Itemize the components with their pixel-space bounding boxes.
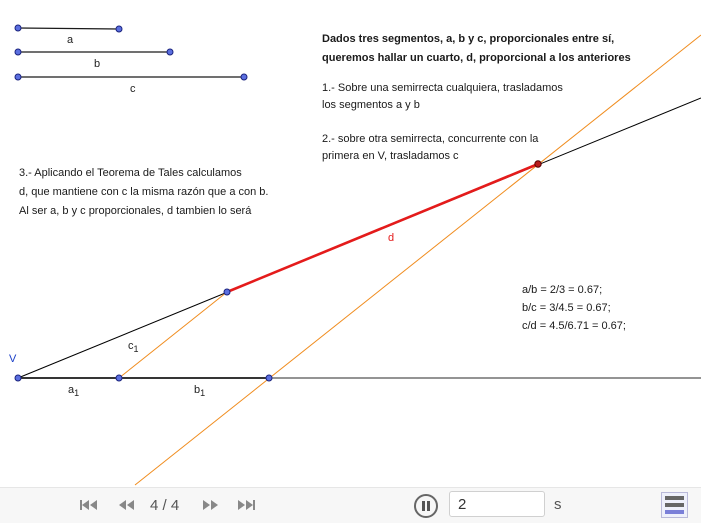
step-1-text bbox=[322, 80, 563, 114]
point-a-end[interactable] bbox=[116, 26, 122, 32]
step-3-line-1: 3.- Aplicando el Teorema de Tales calculamos bbox=[19, 167, 242, 179]
point-a1-end[interactable] bbox=[116, 375, 122, 381]
ratio-ab: a/b = 2/3 = 0.67; bbox=[522, 284, 603, 296]
skip-to-last-icon[interactable] bbox=[236, 496, 256, 514]
point-b-end[interactable] bbox=[167, 49, 173, 55]
label-c1-sub: 1 bbox=[133, 344, 139, 355]
ratios-block bbox=[522, 281, 626, 335]
step-1-line-2: los segmentos a y b bbox=[322, 99, 420, 111]
skip-to-first-icon[interactable] bbox=[79, 496, 99, 514]
label-a1 bbox=[68, 384, 79, 398]
heading-line-2: queremos hallar un cuarto, d, proporcional a los anteriores bbox=[322, 52, 631, 64]
label-b: b bbox=[94, 58, 101, 70]
step-3-line-2: d, que mantiene con c la misma razón que a con b. bbox=[19, 186, 269, 198]
point-b-start[interactable] bbox=[15, 49, 21, 55]
label-a1-text: a bbox=[68, 384, 75, 396]
heading-line-1: Dados tres segmentos, a, b y c, proporcionales entre sí, bbox=[322, 33, 615, 45]
heading bbox=[322, 30, 631, 68]
pause-icon[interactable] bbox=[414, 494, 438, 518]
speed-input[interactable] bbox=[449, 491, 545, 517]
point-a-start[interactable] bbox=[15, 25, 21, 31]
algebra-view-icon[interactable] bbox=[661, 492, 688, 518]
label-c1 bbox=[128, 340, 139, 354]
step-3-line-3: Al ser a, b y c proporcionales, d tambien lo será bbox=[19, 205, 252, 217]
label-d: d bbox=[388, 232, 395, 244]
point-b1-end[interactable] bbox=[266, 375, 272, 381]
point-c-end[interactable] bbox=[241, 74, 247, 80]
playback-toolbar bbox=[0, 487, 701, 523]
point-c-start[interactable] bbox=[15, 74, 21, 80]
segment-d[interactable] bbox=[227, 164, 538, 292]
label-b1 bbox=[194, 384, 205, 398]
speed-unit: s bbox=[554, 496, 562, 513]
ratio-bc: b/c = 3/4.5 = 0.67; bbox=[522, 302, 611, 314]
segment-a[interactable] bbox=[18, 28, 119, 29]
point-v[interactable] bbox=[15, 375, 21, 381]
fast-forward-icon[interactable] bbox=[200, 496, 220, 514]
parallel-line-1[interactable] bbox=[119, 292, 227, 378]
point-c1-end[interactable] bbox=[224, 289, 230, 295]
label-b1-sub: 1 bbox=[200, 388, 206, 399]
ratio-cd: c/d = 4.5/6.71 = 0.67; bbox=[522, 320, 626, 332]
label-vertex: V bbox=[9, 353, 17, 365]
label-a1-sub: 1 bbox=[74, 388, 80, 399]
step-3-text bbox=[19, 164, 268, 221]
label-a: a bbox=[67, 34, 74, 46]
step-2-line-2: primera en V, trasladamos c bbox=[322, 150, 459, 162]
step-2-line-1: 2.- sobre otra semirrecta, concurrente con la bbox=[322, 133, 539, 145]
label-b1-text: b bbox=[194, 384, 201, 396]
label-c1-text: c bbox=[128, 340, 134, 352]
step-2-text bbox=[322, 131, 538, 165]
step-indicator: 4 / 4 bbox=[150, 497, 180, 514]
rewind-icon[interactable] bbox=[116, 496, 136, 514]
step-1-line-1: 1.- Sobre una semirrecta cualquiera, trasladamos bbox=[322, 82, 563, 94]
label-c: c bbox=[130, 83, 136, 95]
